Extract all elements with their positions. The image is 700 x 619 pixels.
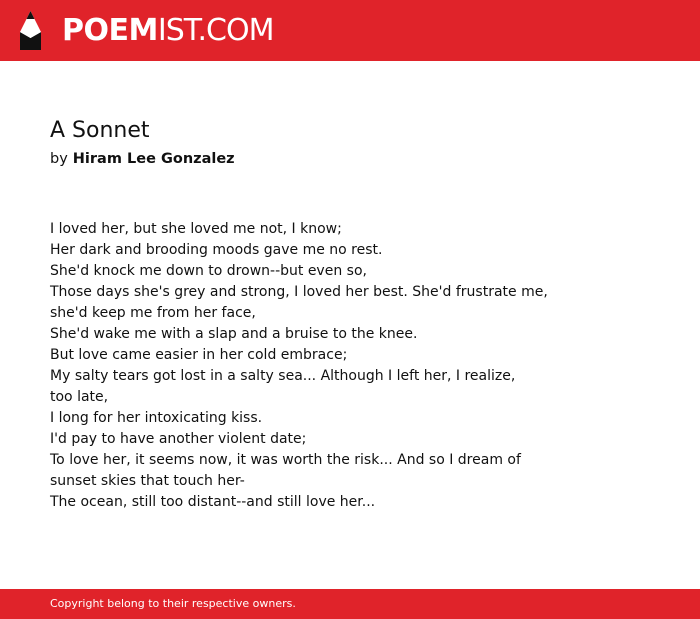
byline <box>50 149 235 169</box>
poem-line: too late, <box>50 389 109 405</box>
poem-line: I loved her, but she loved me not, I know; <box>50 221 342 237</box>
poem-line: I long for her intoxicating kiss. <box>50 410 263 426</box>
poem-line: Those days she's grey and strong, I loved her best. She'd frustrate me, <box>50 284 548 300</box>
poem-line: To love her, it seems now, it was worth the risk... And so I dream of <box>50 452 521 468</box>
site-logo-text[interactable] <box>62 13 273 49</box>
poem-line: I'd pay to have another violent date; <box>50 431 307 447</box>
poem-line: But love came easier in her cold embrace; <box>50 347 348 363</box>
poem-title: A Sonnet <box>50 118 150 143</box>
author-name: Hiram Lee Gonzalez <box>72 151 235 167</box>
poem-line: My salty tears got lost in a salty sea... Although I left her, I realize, <box>50 368 516 384</box>
poem-line: she'd keep me from her face, <box>50 305 256 321</box>
poem-line: She'd wake me with a slap and a bruise to the knee. <box>50 326 418 342</box>
poem-body <box>50 219 650 513</box>
poem-line: sunset skies that touch her- <box>50 473 245 489</box>
site-footer <box>0 589 700 619</box>
poem-line: She'd knock me down to drown--but even so, <box>50 263 367 279</box>
pencil-tip-icon <box>18 10 43 52</box>
poem-line: The ocean, still too distant--and still love her... <box>50 494 376 510</box>
copyright-notice: Copyright belong to their respective owners. <box>50 597 296 610</box>
brand-light: IST.COM <box>157 13 274 48</box>
site-header <box>0 0 700 61</box>
brand-bold: POEM <box>62 13 158 48</box>
by-label: by <box>50 151 68 167</box>
poem-line: Her dark and brooding moods gave me no rest. <box>50 242 383 258</box>
